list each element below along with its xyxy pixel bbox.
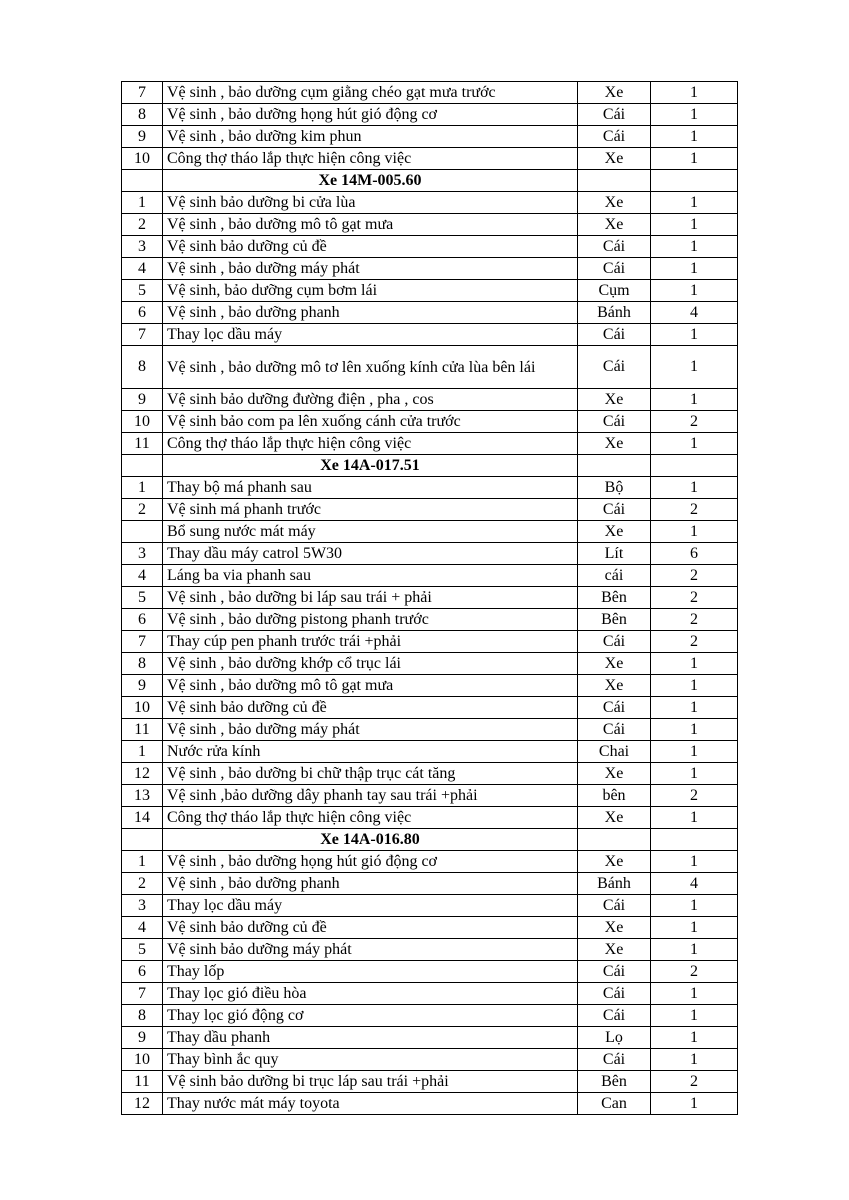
row-quantity: 1 bbox=[651, 697, 738, 719]
row-quantity: 1 bbox=[651, 521, 738, 543]
row-description: Công thợ tháo lắp thực hiện công việc bbox=[163, 807, 578, 829]
row-quantity: 1 bbox=[651, 104, 738, 126]
row-description: Vệ sinh bảo dưỡng củ đề bbox=[163, 697, 578, 719]
table-row bbox=[122, 302, 738, 324]
section-header-row bbox=[122, 455, 738, 477]
row-description: Thay lọc gió động cơ bbox=[163, 1005, 578, 1027]
table-row bbox=[122, 82, 738, 104]
row-quantity: 1 bbox=[651, 477, 738, 499]
row-number: 11 bbox=[122, 433, 163, 455]
row-number: 12 bbox=[122, 1093, 163, 1115]
row-description: Vệ sinh , bảo dưỡng kim phun bbox=[163, 126, 578, 148]
section-unit-cell bbox=[578, 829, 651, 851]
table-row bbox=[122, 609, 738, 631]
row-number: 1 bbox=[122, 741, 163, 763]
row-unit: Cái bbox=[578, 983, 651, 1005]
row-unit: Bên bbox=[578, 1071, 651, 1093]
row-number: 4 bbox=[122, 258, 163, 280]
row-description: Vệ sinh , bảo dưỡng phanh bbox=[163, 873, 578, 895]
row-description: Vệ sinh , bảo dưỡng máy phát bbox=[163, 258, 578, 280]
row-quantity: 2 bbox=[651, 565, 738, 587]
row-unit: Xe bbox=[578, 389, 651, 411]
row-description: Thay dầu phanh bbox=[163, 1027, 578, 1049]
table-row bbox=[122, 785, 738, 807]
row-quantity: 1 bbox=[651, 192, 738, 214]
row-description: Vệ sinh bảo dưỡng bi trục láp sau trái +phải bbox=[163, 1071, 578, 1093]
row-description: Vệ sinh , bảo dưỡng mô tô gạt mưa bbox=[163, 214, 578, 236]
table-row bbox=[122, 697, 738, 719]
table-row bbox=[122, 653, 738, 675]
section-qty-cell bbox=[651, 170, 738, 192]
row-number: 14 bbox=[122, 807, 163, 829]
row-unit: Xe bbox=[578, 433, 651, 455]
row-description: Thay bộ má phanh sau bbox=[163, 477, 578, 499]
row-quantity: 1 bbox=[651, 807, 738, 829]
row-quantity: 1 bbox=[651, 763, 738, 785]
row-unit: Cái bbox=[578, 895, 651, 917]
row-unit: Bánh bbox=[578, 873, 651, 895]
row-number: 12 bbox=[122, 763, 163, 785]
row-description: Vệ sinh bảo com pa lên xuống cánh cửa trước bbox=[163, 411, 578, 433]
row-quantity: 1 bbox=[651, 741, 738, 763]
section-header-row bbox=[122, 829, 738, 851]
table-row bbox=[122, 1093, 738, 1115]
table-row bbox=[122, 324, 738, 346]
row-quantity: 1 bbox=[651, 389, 738, 411]
row-description: Vệ sinh , bảo dưỡng cụm giằng chéo gạt mưa trước bbox=[163, 82, 578, 104]
table-row bbox=[122, 873, 738, 895]
table-row bbox=[122, 983, 738, 1005]
row-number: 9 bbox=[122, 389, 163, 411]
row-number: 3 bbox=[122, 895, 163, 917]
work-items-body bbox=[122, 82, 738, 1115]
row-number: 6 bbox=[122, 609, 163, 631]
section-unit-cell bbox=[578, 455, 651, 477]
table-row bbox=[122, 1049, 738, 1071]
row-number: 5 bbox=[122, 280, 163, 302]
row-quantity: 1 bbox=[651, 851, 738, 873]
row-quantity: 1 bbox=[651, 939, 738, 961]
row-quantity: 1 bbox=[651, 675, 738, 697]
row-quantity: 1 bbox=[651, 214, 738, 236]
section-title: Xe 14A-017.51 bbox=[163, 455, 578, 477]
row-quantity: 1 bbox=[651, 653, 738, 675]
row-unit: Lít bbox=[578, 543, 651, 565]
row-quantity: 1 bbox=[651, 258, 738, 280]
section-no-cell bbox=[122, 455, 163, 477]
table-row bbox=[122, 961, 738, 983]
row-quantity: 1 bbox=[651, 895, 738, 917]
row-unit: Lọ bbox=[578, 1027, 651, 1049]
row-description: Vệ sinh , bảo dưỡng máy phát bbox=[163, 719, 578, 741]
row-description: Thay lọc dầu máy bbox=[163, 895, 578, 917]
table-row bbox=[122, 675, 738, 697]
row-quantity: 1 bbox=[651, 1093, 738, 1115]
row-description: Láng ba via phanh sau bbox=[163, 565, 578, 587]
row-unit: Cái bbox=[578, 324, 651, 346]
row-description: Vệ sinh bảo dưỡng máy phát bbox=[163, 939, 578, 961]
row-number: 2 bbox=[122, 499, 163, 521]
table-row bbox=[122, 1005, 738, 1027]
table-row bbox=[122, 631, 738, 653]
row-quantity: 1 bbox=[651, 82, 738, 104]
section-header-row bbox=[122, 170, 738, 192]
row-quantity: 1 bbox=[651, 719, 738, 741]
row-description: Nước rửa kính bbox=[163, 741, 578, 763]
row-unit: Xe bbox=[578, 763, 651, 785]
row-description: Vệ sinh bảo dưỡng đường điện , pha , cos bbox=[163, 389, 578, 411]
row-unit: Cái bbox=[578, 697, 651, 719]
table-row bbox=[122, 565, 738, 587]
row-description: Vệ sinh , bảo dưỡng mô tơ lên xuống kính cửa lùa bên lái bbox=[163, 346, 578, 389]
row-quantity: 1 bbox=[651, 1005, 738, 1027]
row-description: Vệ sinh , bảo dưỡng bi chữ thập trục cát tăng bbox=[163, 763, 578, 785]
row-description: Vệ sinh , bảo dưỡng mô tô gạt mưa bbox=[163, 675, 578, 697]
row-description: Vệ sinh , bảo dưỡng họng hút gió động cơ bbox=[163, 104, 578, 126]
row-description: Vệ sinh ,bảo dưỡng dây phanh tay sau trái +phải bbox=[163, 785, 578, 807]
table-row bbox=[122, 126, 738, 148]
table-row bbox=[122, 719, 738, 741]
row-unit: bên bbox=[578, 785, 651, 807]
row-number: 10 bbox=[122, 411, 163, 433]
table-row bbox=[122, 477, 738, 499]
row-description: Thay lọc dầu máy bbox=[163, 324, 578, 346]
table-row bbox=[122, 411, 738, 433]
row-unit: Cái bbox=[578, 126, 651, 148]
row-quantity: 2 bbox=[651, 411, 738, 433]
section-no-cell bbox=[122, 829, 163, 851]
table-row bbox=[122, 521, 738, 543]
row-unit: Cái bbox=[578, 1005, 651, 1027]
row-number: 10 bbox=[122, 1049, 163, 1071]
row-number: 8 bbox=[122, 346, 163, 389]
row-quantity: 2 bbox=[651, 785, 738, 807]
row-quantity: 1 bbox=[651, 236, 738, 258]
section-qty-cell bbox=[651, 829, 738, 851]
row-unit: Cái bbox=[578, 961, 651, 983]
row-number: 9 bbox=[122, 126, 163, 148]
section-title: Xe 14M-005.60 bbox=[163, 170, 578, 192]
row-number: 11 bbox=[122, 719, 163, 741]
row-quantity: 1 bbox=[651, 346, 738, 389]
row-quantity: 1 bbox=[651, 280, 738, 302]
row-number: 9 bbox=[122, 1027, 163, 1049]
row-unit: Xe bbox=[578, 192, 651, 214]
row-quantity: 4 bbox=[651, 873, 738, 895]
row-number: 3 bbox=[122, 543, 163, 565]
table-row bbox=[122, 148, 738, 170]
table-row bbox=[122, 258, 738, 280]
row-quantity: 1 bbox=[651, 1049, 738, 1071]
row-description: Thay dầu máy catrol 5W30 bbox=[163, 543, 578, 565]
row-number: 7 bbox=[122, 983, 163, 1005]
row-number: 8 bbox=[122, 104, 163, 126]
row-unit: Xe bbox=[578, 82, 651, 104]
row-unit: Xe bbox=[578, 851, 651, 873]
row-unit: Xe bbox=[578, 807, 651, 829]
row-description: Bổ sung nước mát máy bbox=[163, 521, 578, 543]
table-row bbox=[122, 1071, 738, 1093]
row-description: Vệ sinh , bảo dưỡng khớp cổ trục lái bbox=[163, 653, 578, 675]
table-row bbox=[122, 895, 738, 917]
row-number: 6 bbox=[122, 302, 163, 324]
row-description: Vệ sinh , bảo dưỡng phanh bbox=[163, 302, 578, 324]
row-number: 2 bbox=[122, 873, 163, 895]
row-unit: Cái bbox=[578, 499, 651, 521]
row-unit: Cái bbox=[578, 346, 651, 389]
row-number: 5 bbox=[122, 939, 163, 961]
row-number: 9 bbox=[122, 675, 163, 697]
row-unit: Xe bbox=[578, 521, 651, 543]
table-row bbox=[122, 807, 738, 829]
row-description: Thay lọc gió điều hòa bbox=[163, 983, 578, 1005]
row-quantity: 2 bbox=[651, 499, 738, 521]
row-unit: Xe bbox=[578, 675, 651, 697]
row-number: 13 bbox=[122, 785, 163, 807]
row-number: 1 bbox=[122, 851, 163, 873]
work-items-table bbox=[121, 81, 738, 1115]
row-number: 5 bbox=[122, 587, 163, 609]
row-quantity: 1 bbox=[651, 148, 738, 170]
row-unit: Cái bbox=[578, 236, 651, 258]
section-no-cell bbox=[122, 170, 163, 192]
row-description: Vệ sinh , bảo dưỡng pistong phanh trước bbox=[163, 609, 578, 631]
row-unit: Bộ bbox=[578, 477, 651, 499]
row-quantity: 1 bbox=[651, 917, 738, 939]
row-number: 4 bbox=[122, 565, 163, 587]
row-quantity: 1 bbox=[651, 126, 738, 148]
row-unit: Xe bbox=[578, 214, 651, 236]
row-unit: cái bbox=[578, 565, 651, 587]
table-row bbox=[122, 280, 738, 302]
row-unit: Cái bbox=[578, 258, 651, 280]
row-quantity: 1 bbox=[651, 324, 738, 346]
table-row bbox=[122, 346, 738, 389]
row-unit: Bên bbox=[578, 587, 651, 609]
row-description: Thay nước mát máy toyota bbox=[163, 1093, 578, 1115]
row-quantity: 2 bbox=[651, 1071, 738, 1093]
row-description: Vệ sinh , bảo dưỡng bi láp sau trái + phải bbox=[163, 587, 578, 609]
table-row bbox=[122, 192, 738, 214]
row-unit: Can bbox=[578, 1093, 651, 1115]
table-row bbox=[122, 104, 738, 126]
row-unit: Cái bbox=[578, 719, 651, 741]
row-unit: Bên bbox=[578, 609, 651, 631]
row-description: Thay bình ắc quy bbox=[163, 1049, 578, 1071]
row-number: 2 bbox=[122, 214, 163, 236]
row-number: 8 bbox=[122, 653, 163, 675]
row-unit: Cái bbox=[578, 631, 651, 653]
table-row bbox=[122, 917, 738, 939]
row-quantity: 1 bbox=[651, 433, 738, 455]
row-quantity: 2 bbox=[651, 631, 738, 653]
table-row bbox=[122, 236, 738, 258]
table-row bbox=[122, 1027, 738, 1049]
row-unit: Cụm bbox=[578, 280, 651, 302]
row-quantity: 2 bbox=[651, 609, 738, 631]
row-quantity: 2 bbox=[651, 961, 738, 983]
row-quantity: 4 bbox=[651, 302, 738, 324]
row-number bbox=[122, 521, 163, 543]
row-number: 3 bbox=[122, 236, 163, 258]
row-unit: Chai bbox=[578, 741, 651, 763]
table-row bbox=[122, 763, 738, 785]
table-row bbox=[122, 389, 738, 411]
table-row bbox=[122, 214, 738, 236]
table-row bbox=[122, 939, 738, 961]
row-description: Thay lốp bbox=[163, 961, 578, 983]
section-qty-cell bbox=[651, 455, 738, 477]
row-unit: Xe bbox=[578, 653, 651, 675]
row-description: Vệ sinh bảo dưỡng củ đề bbox=[163, 917, 578, 939]
section-unit-cell bbox=[578, 170, 651, 192]
table-row bbox=[122, 851, 738, 873]
row-number: 10 bbox=[122, 697, 163, 719]
row-description: Vệ sinh, bảo dưỡng cụm bơm lái bbox=[163, 280, 578, 302]
row-unit: Xe bbox=[578, 939, 651, 961]
table-row bbox=[122, 543, 738, 565]
row-unit: Cái bbox=[578, 411, 651, 433]
row-number: 7 bbox=[122, 82, 163, 104]
row-description: Công thợ tháo lắp thực hiện công việc bbox=[163, 433, 578, 455]
row-number: 8 bbox=[122, 1005, 163, 1027]
row-description: Vệ sinh má phanh trước bbox=[163, 499, 578, 521]
table-row bbox=[122, 587, 738, 609]
row-number: 1 bbox=[122, 192, 163, 214]
table-row bbox=[122, 499, 738, 521]
row-description: Vệ sinh bảo dưỡng bi cửa lùa bbox=[163, 192, 578, 214]
row-unit: Cái bbox=[578, 1049, 651, 1071]
row-unit: Xe bbox=[578, 148, 651, 170]
row-quantity: 2 bbox=[651, 587, 738, 609]
row-unit: Bánh bbox=[578, 302, 651, 324]
row-number: 4 bbox=[122, 917, 163, 939]
row-description: Vệ sinh , bảo dưỡng họng hút gió động cơ bbox=[163, 851, 578, 873]
table-row bbox=[122, 433, 738, 455]
row-quantity: 6 bbox=[651, 543, 738, 565]
section-title: Xe 14A-016.80 bbox=[163, 829, 578, 851]
row-number: 7 bbox=[122, 631, 163, 653]
row-description: Công thợ tháo lắp thực hiện công việc bbox=[163, 148, 578, 170]
row-number: 6 bbox=[122, 961, 163, 983]
row-number: 7 bbox=[122, 324, 163, 346]
row-number: 1 bbox=[122, 477, 163, 499]
table-row bbox=[122, 741, 738, 763]
row-description: Vệ sinh bảo dưỡng củ đề bbox=[163, 236, 578, 258]
row-number: 10 bbox=[122, 148, 163, 170]
row-quantity: 1 bbox=[651, 1027, 738, 1049]
row-description: Thay cúp pen phanh trước trái +phải bbox=[163, 631, 578, 653]
row-unit: Cái bbox=[578, 104, 651, 126]
row-number: 11 bbox=[122, 1071, 163, 1093]
row-unit: Xe bbox=[578, 917, 651, 939]
row-quantity: 1 bbox=[651, 983, 738, 1005]
